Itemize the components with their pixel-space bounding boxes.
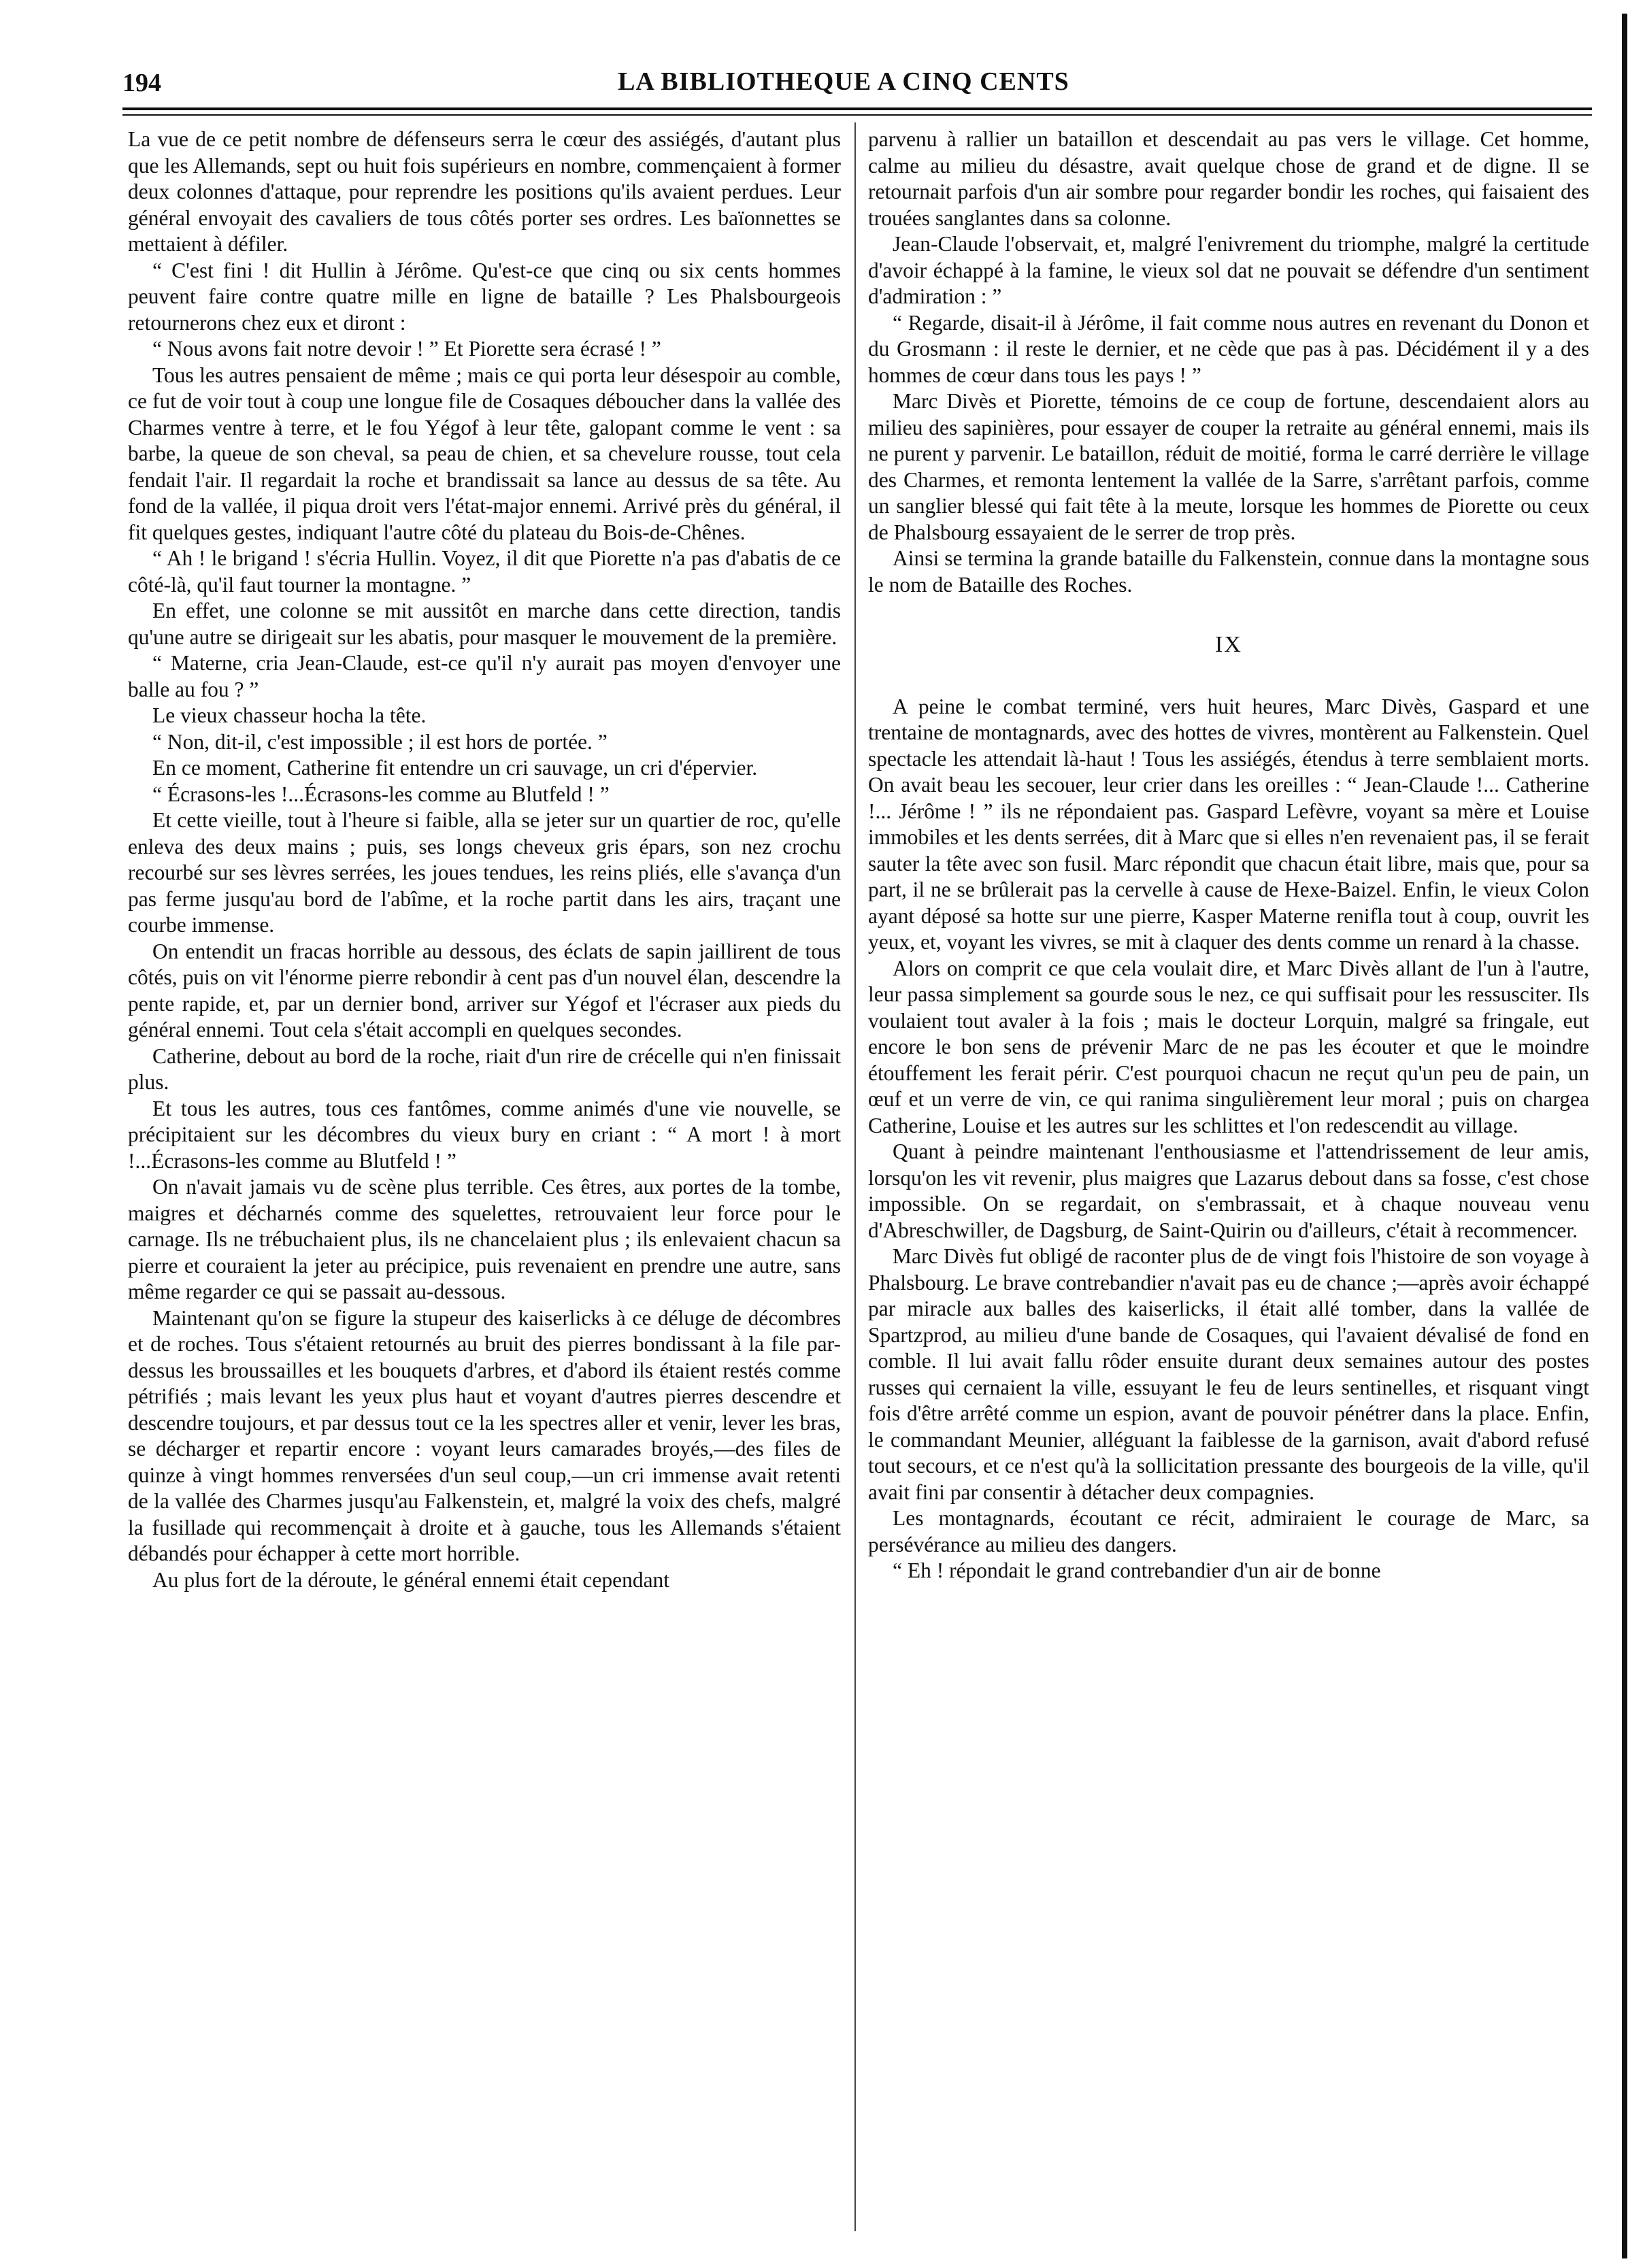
column-divider: [854, 122, 856, 2231]
left-column: [128, 127, 841, 1593]
paragraph: Catherine, debout au bord de la roche, riait d'un rire de crécelle qui n'en finissait plus.: [128, 1044, 841, 1094]
paragraph: La vue de ce petit nombre de défenseurs serra le cœur des assiégés, d'autant plus que les Allemands, sept ou huit fois supérieurs en nombre, commençaient à former deux colonnes d'attaque, pour reprendre les positions qu'ils avaient perdues. Leur général envoyait des cavaliers de tous côtés porter ses ordres. Les baïonnettes se mettaient à défiler.: [128, 127, 841, 256]
page-edge-border: [1622, 14, 1627, 2258]
chapter-heading: IX: [1215, 632, 1242, 657]
paragraph: Le vieux chasseur hocha la tête.: [152, 703, 427, 727]
paragraph: Au plus fort de la déroute, le général ennemi était cependant: [152, 1567, 670, 1592]
paragraph: Jean-Claude l'observait, et, malgré l'enivrement du triomphe, malgré la certitude d'avoir échappé à la famine, le vieux sol dat ne pouvait se défendre d'un sentiment d'admiration : ”: [868, 232, 1589, 308]
paragraph: Quant à peindre maintenant l'enthousiasme et l'attendrissement de leur amis, lorsqu'on les vit revenir, plus maigres que Lazarus debout dans sa fosse, c'est chose impossible. On se regardait, on s'embrassait, et à chaque nouveau venu d'Abreschwiller, de Dagsburg, de Saint-Quirin ou d'ailleurs, c'était à recommencer.: [868, 1139, 1589, 1242]
paragraph: A peine le combat terminé, vers huit heures, Marc Divès, Gaspard et une trentaine de montagnards, avec des hottes de vivres, montèrent au Falkenstein. Quel spectacle les attendait là-haut ! Tous les assiégés, étendus à terre semblaient morts. On avait beau les secouer, leur crier dans les oreilles : “ Jean-Claude !... Catherine !... Jérôme ! ” ils ne répondaient pas. Gaspard Lefèvre, voyant sa mère et Louise immobiles et les dents serrées, dit à Marc que si elles n'en revenaient pas, il se ferait sauter la tête avec son fusil. Marc répondit que chacun était libre, mais que, pour sa part, il ne se brûlerait pas la cervelle à cause de Hexe-Baizel. Enfin, le vieux Colon ayant déposé sa hotte sur une pierre, Kasper Materne renifla tout à coup, ouvrit les yeux, et, voyant les vivres, se mit à claquer des dents comme un renard à la chasse.: [868, 694, 1589, 954]
paragraph: Marc Divès et Piorette, témoins de ce coup de fortune, descendaient alors au milieu des sapinières, pour essayer de couper la retraite au général ennemi, mais ils ne purent y parvenir. Le bataillon, réduit de moitié, forma le carré derrière le village des Charmes, et remonta lentement la vallée de la Sarre, s'arrêtant parfois, comme un sanglier blessé qui fait tête à la meute, lorsque les hommes de Piorette ou ceux de Phalsbourg essayaient de le serrer de trop près.: [868, 389, 1589, 544]
paragraph: “ Écrasons-les !...Écrasons-les comme au Blutfeld ! ”: [152, 782, 610, 806]
page-header: [95, 63, 1592, 103]
paragraph: “ Regarde, disait-il à Jérôme, il fait comme nous autres en revenant du Donon et du Grosmann : il reste le dernier, et ne cède que pas à pas. Décidément il y a des hommes de cœur dans tous les pays ! ”: [868, 310, 1589, 387]
page-number: 194: [122, 69, 161, 97]
paragraph: “ Materne, cria Jean-Claude, est-ce qu'il n'y aurait pas moyen d'envoyer une balle au fou ? ”: [128, 651, 841, 701]
paragraph: Les montagnards, écoutant ce récit, admiraient le courage de Marc, sa persévérance au milieu des dangers.: [868, 1506, 1589, 1556]
header-rule-thin: [122, 114, 1592, 116]
paragraph: parvenu à rallier un bataillon et descendait au pas vers le village. Cet homme, calme au milieu du désastre, avait quelque chose de grand et de digne. Il se retournait parfois d'un air sombre pour regarder bondir les roches, qui faisaient des trouées sanglantes dans sa colonne.: [868, 127, 1589, 230]
paragraph: “ Nous avons fait notre devoir ! ” Et Piorette sera écrasé ! ”: [152, 337, 661, 361]
running-title: LA BIBLIOTHEQUE A CINQ CENTS: [618, 67, 1069, 96]
paragraph: “ Eh ! répondait le grand contrebandier d'un air de bonne: [893, 1558, 1381, 1582]
paragraph: On n'avait jamais vu de scène plus terrible. Ces êtres, aux portes de la tombe, maigres et décharnés comme des squelettes, retrouvaient leur force pour le carnage. Ils ne trébuchaient plus, ils ne chancelaient plus ; ils enlevaient chacun sa pierre et couraient la jeter au précipice, puis revenaient en prendre une autre, sans même regarder ce qui se passait au-dessous.: [128, 1175, 841, 1303]
paragraph: “ C'est fini ! dit Hullin à Jérôme. Qu'est-ce que cinq ou six cents hommes peuvent faire contre quatre mille en ligne de bataille ? Les Phalsbourgeois retournerons chez eux et diront :: [128, 258, 841, 335]
paragraph: Marc Divès fut obligé de raconter plus de de vingt fois l'histoire de son voyage à Phalsbourg. Le brave contrebandier n'avait pas eu de chance ;—après avoir échappé par miracle aux balles des kaiserlicks, il était allé tomber, dans la vallée de Spartzprod, au milieu d'une bande de Cosaques, qui l'avaient dévalisé de fond en comble. Il lui avait fallu rôder ensuite durant deux semaines autour des postes russes qui cernaient la ville, essuyant le feu de leurs sentinelles, et risquant vingt fois d'être arrêté comme un espion, avant de pouvoir pénétrer dans la place. Enfin, le commandant Meunier, alléguant la faiblesse de la garnison, avait d'abord refusé tout secours, et ce n'est qu'à la sollicitation pressante des bourgeois de la ville, qu'il avait fini par consentir à détacher deux compagnies.: [868, 1244, 1589, 1504]
paragraph: Maintenant qu'on se figure la stupeur des kaiserlicks à ce déluge de décombres et de roches. Tous s'étaient retournés au bruit des pierres bondissant à la file par-dessus les broussailles et les bouquets d'arbres, et d'abord ils étaient restés comme pétrifiés ; mais levant les yeux plus haut et voyant d'autres pierres descendre et descendre toujours, et par dessus tout ce la les spectres aller et venir, lever les bras, se décharger et repartir encore : voyant leurs camarades broyés,—des files de quinze à vingt hommes renversées d'un seul coup,—un cri immense avait retenti de la vallée des Charmes jusqu'au Falkenstein, et, malgré la voix des chefs, malgré la fusillade qui recommençait à droite et à gauche, tous les Allemands s'étaient débandés pour échapper à cette mort horrible.: [128, 1305, 841, 1565]
paragraph: On entendit un fracas horrible au dessous, des éclats de sapin jaillirent de tous côtés, puis on vit l'énorme pierre rebondir à cent pas d'un nouvel élan, descendre la pente rapide, et, par un dernier bond, arriver sur Yégof et l'écraser aux pieds du général ennemi. Tout cela s'était accompli en quelques secondes.: [128, 939, 841, 1041]
paragraph: Et tous les autres, tous ces fantômes, comme animés d'une vie nouvelle, se précipitaient sur les décombres du vieux bury en criant : “ A mort ! à mort !...Écrasons-les comme au Blutfeld ! ”: [128, 1096, 841, 1173]
paragraph: Tous les autres pensaient de même ; mais ce qui porta leur désespoir au comble, ce fut de voir tout à coup une longue file de Cosaques déboucher dans la vallée des Charmes ventre à terre, et le fou Yégof à leur tête, galopant comme le vent : sa barbe, la queue de son cheval, sa peau de chien, et sa chevelure rousse, tout cela fendait l'air. Il regardait la roche et brandissait sa lance au dessus de sa tête. Au fond de la vallée, il piqua droit vers l'état-major ennemi. Arrivé près du général, il fit quelques gestes, indiquant l'autre côté du plateau du Bois-de-Chênes.: [128, 363, 841, 544]
paragraph: Et cette vieille, tout à l'heure si faible, alla se jeter sur un quartier de roc, qu'elle enleva des deux mains ; puis, ses longs cheveux gris épars, son nez crochu recourbé sur ses lèvres serrées, les joues tendues, les reins pliés, elle s'avança d'un pas ferme jusqu'au bord de l'abîme, et la roche partit dans les airs, traçant une courbe immense.: [128, 808, 841, 937]
header-rule: [122, 107, 1592, 110]
paragraph: Ainsi se termina la grande bataille du Falkenstein, connue dans la montagne sous le nom de Bataille des Roches.: [868, 546, 1589, 597]
right-column: [868, 127, 1589, 1584]
paragraph: Alors on comprit ce que cela voulait dire, et Marc Divès allant de l'un à l'autre, leur passa simplement sa gourde sous le nez, ce qui suffisait pour les ressusciter. Ils voulaient tout avaler à la fois ; mais le docteur Lorquin, malgré sa fringale, eut encore le bon sens de prévenir Marc de ne pas les écouter et que le moindre étouffement les ferait périr. C'est pourquoi chacun ne reçut qu'un peu de pain, un œuf et un verre de vin, ce qui ranima singulièrement leur moral ; puis on chargea Catherine, Louise et les autres sur les schlittes et l'on redescendit au village.: [868, 956, 1589, 1137]
paragraph: “ Ah ! le brigand ! s'écria Hullin. Voyez, il dit que Piorette n'a pas d'abatis de ce côté-là, qu'il faut tourner la montagne. ”: [128, 546, 841, 597]
paragraph: En effet, une colonne se mit aussitôt en marche dans cette direction, tandis qu'une autre se dirigeait sur les abatis, pour masquer le mouvement de la première.: [128, 599, 841, 649]
paragraph: “ Non, dit-il, c'est impossible ; il est hors de portée. ”: [152, 729, 608, 754]
paragraph: En ce moment, Catherine fit entendre un cri sauvage, un cri d'épervier.: [152, 756, 758, 780]
